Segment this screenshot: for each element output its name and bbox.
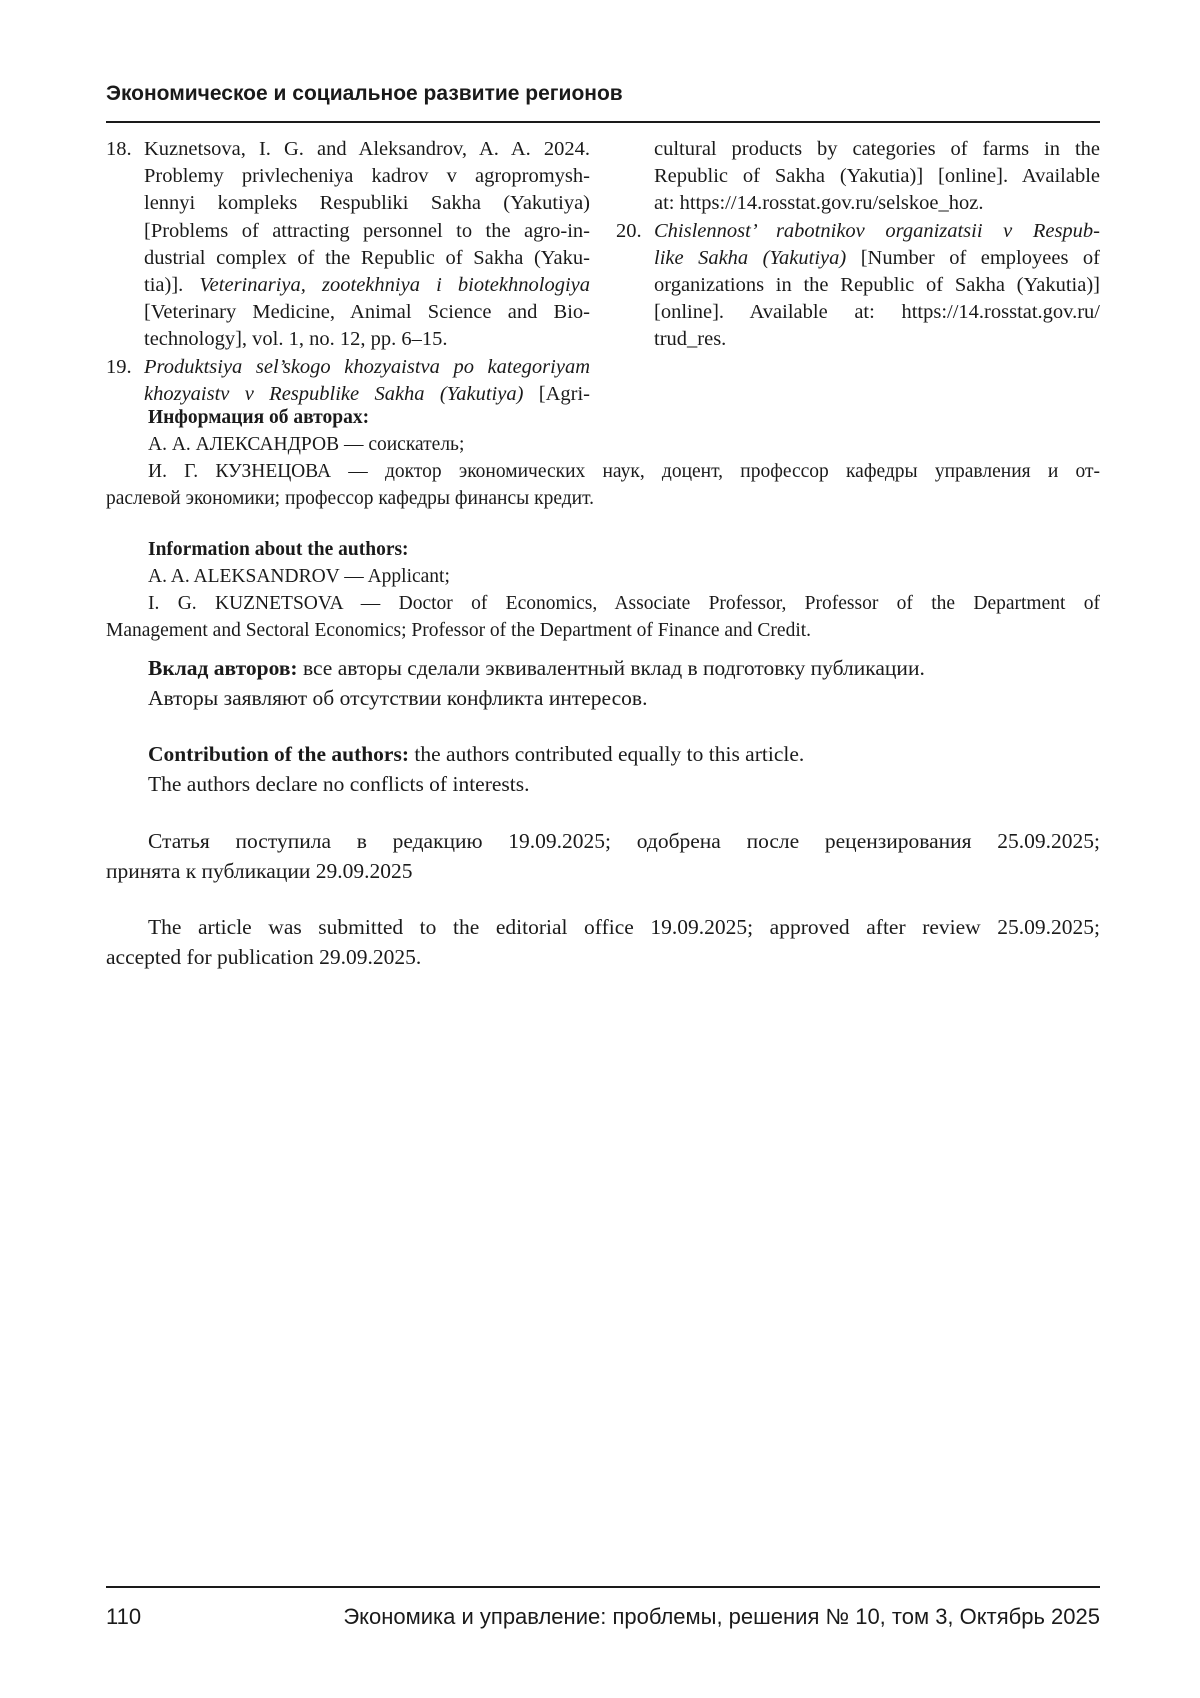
dates-ru [106, 827, 1100, 886]
conflict-statement-en: The authors declare no conflicts of interests. [148, 771, 530, 796]
reference-line: at: https://14.rosstat.gov.ru/selskoe_hoz. [654, 192, 984, 215]
reference-line: cultural products by categories of farms in the [654, 138, 1100, 160]
dates-en-line1: The article was submitted to the editorial office 19.09.2025; approved after review 25.09.2025; [148, 915, 1100, 939]
reference-line: dustrial complex of the Republic of Sakha (Yaku- [144, 246, 590, 269]
reference-line: technology], vol. 1, no. 12, pp. 6–15. [144, 328, 448, 351]
contribution-text-en: the authors contributed equally to this article. [409, 742, 805, 766]
reference-line: Kuznetsova, I. G. and Aleksandrov, A. A. 2024. [144, 138, 590, 160]
dates-ru-line2: принята к публикации 29.09.2025 [106, 858, 413, 883]
references-right-column [616, 136, 1100, 354]
contribution-en-line [106, 740, 1100, 770]
author-2-ru-line2: раслевой экономики; профессор кафедры финансы кредит. [106, 488, 595, 509]
reference-line [654, 245, 1100, 272]
source-title: Chislennost’ rabotnikov organizatsii v Respub- [654, 219, 1100, 242]
authors-info-ru [106, 404, 1100, 512]
author-1-en: A. A. ALEKSANDROV — Applicant; [148, 566, 450, 587]
reference-line: Problemy privlecheniya kadrov v agropromysh- [144, 165, 590, 188]
source-title: Produktsiya sel’skogo khozyaistva po kategoriyam [144, 355, 590, 378]
author-2-en-line1: I. G. KUZNETSOVA — Doctor of Economics, Associate Professor, Professor of the Department of [148, 593, 1100, 614]
contribution-ru-line [106, 654, 1100, 684]
reference-line: [Problems of attracting personnel to the agro-in- [144, 219, 590, 242]
reference-line: [Veterinary Medicine, Animal Science and Bio- [144, 301, 590, 324]
journal-footer: Экономика и управление: проблемы, решения № 10, том 3, Октябрь 2025 [343, 1604, 1100, 1629]
authors-info-en [106, 536, 1100, 644]
reference-line: organizations in the Republic of Sakha (Yakutia)] [654, 274, 1100, 297]
reference-19-continued [616, 136, 1100, 218]
author-2-ru-line1: И. Г. КУЗНЕЦОВА — доктор экономических наук, доцент, профессор кафедры управления и от- [148, 461, 1100, 482]
authors-heading-ru: Информация об авторах: [148, 407, 370, 428]
reference-line: [online]. Available at: https://14.rosstat.gov.ru/ [654, 301, 1100, 324]
author-1-ru: А. А. АЛЕКСАНДРОВ — соискатель; [148, 434, 465, 455]
references-left-column [106, 136, 590, 408]
dates-en-line2: accepted for publication 29.09.2025. [106, 944, 422, 969]
reference-line: Republic of Sakha (Yakutia)] [online]. Available [654, 165, 1100, 188]
source-title: like Sakha (Yakutiya) [654, 246, 847, 269]
reference-text: [Number of employees of [846, 246, 1101, 269]
dates-ru-line1: Статья поступила в редакцию 19.09.2025; одобрена после рецензирования 25.09.2025; [148, 829, 1100, 853]
reference-number: 19. [106, 355, 132, 378]
source-title: khozyaistv v Respublike Sakha (Yakutiya) [144, 382, 524, 405]
author-2-en-line2: Management and Sectoral Economics; Professor of the Department of Finance and Credit. [106, 620, 812, 641]
reference-line [144, 272, 590, 299]
reference-18 [106, 136, 590, 354]
reference-line [144, 354, 590, 381]
contribution-text-ru: все авторы сделали эквивалентный вклад в подготовку публикации. [297, 656, 925, 680]
reference-line: lennyi kompleks Respubliki Sakha (Yakutiya) [144, 192, 590, 215]
reference-text: [Agri- [523, 382, 590, 405]
reference-19 [106, 354, 590, 408]
reference-20 [616, 218, 1100, 354]
contribution-label-en: Contribution of the authors: [148, 742, 410, 766]
contribution-ru [106, 654, 1100, 713]
header-rule [106, 121, 1100, 123]
contribution-label-ru: Вклад авторов: [148, 656, 298, 680]
reference-line: trud_res. [654, 328, 727, 351]
footer-rule [106, 1586, 1100, 1588]
reference-number: 20. [616, 219, 642, 242]
contribution-en [106, 740, 1100, 799]
reference-number: 18. [106, 138, 132, 160]
conflict-statement-ru: Авторы заявляют об отсутствии конфликта интересов. [148, 685, 648, 710]
page-number: 110 [106, 1604, 142, 1629]
reference-line [654, 218, 1100, 245]
authors-heading-en: Information about the authors: [148, 539, 409, 560]
reference-text: tia)]. [144, 274, 200, 297]
dates-en [106, 913, 1100, 972]
running-title: Экономическое и социальное развитие регионов [106, 82, 623, 105]
journal-title: Veterinariya, zootekhniya i biotekhnologiya [199, 274, 590, 297]
